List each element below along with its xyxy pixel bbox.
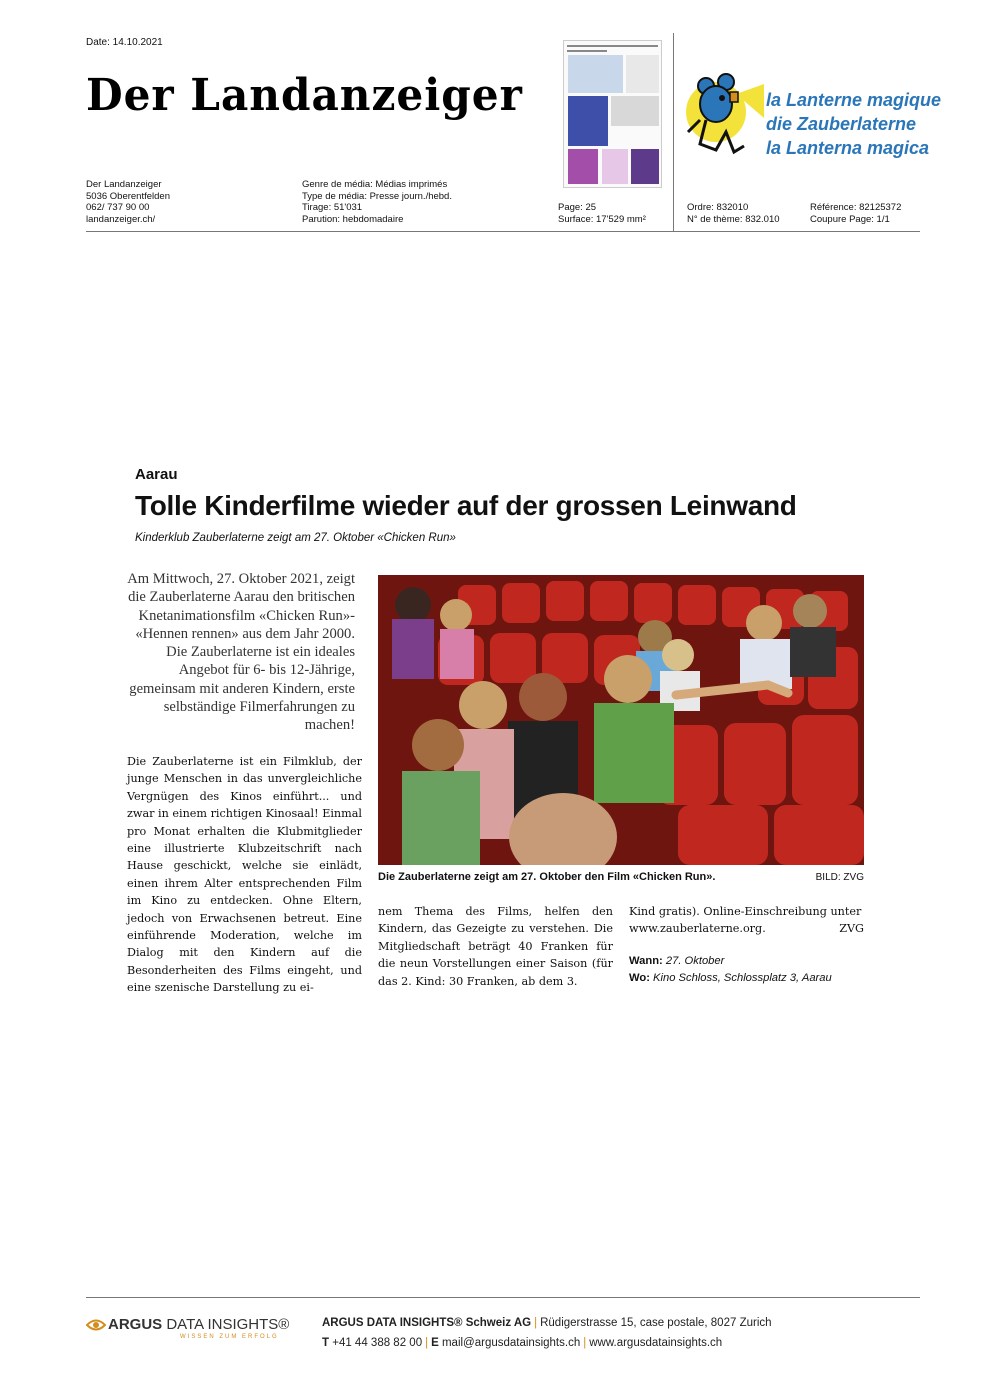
argus-brand-suffix: DATA INSIGHTS® — [166, 1316, 290, 1333]
where-label: Wo: — [629, 972, 650, 985]
photo-credit: BILD: ZVG — [815, 872, 864, 883]
order-info: Ordre: 832010 N° de thème: 832.010 — [687, 202, 780, 225]
article-photo — [378, 575, 864, 865]
article-subline: Kinderklub Zauberlaterne zeigt am 27. Oktober «Chicken Run» — [135, 532, 456, 544]
footer-email-label: E — [431, 1337, 439, 1349]
footer-email[interactable]: mail@argusdatainsights.ch — [441, 1337, 581, 1349]
media-info: Genre de média: Médias imprimés Type de média: Presse journ./hebd. Tirage: 51'031 Parution: hebdomadaire — [302, 179, 452, 225]
reference-info: Référence: 82125372 Coupure Page: 1/1 — [810, 202, 902, 225]
article-body-column-3 — [629, 903, 864, 938]
when-label: Wann: — [629, 955, 663, 967]
footer-address: Rüdigerstrasse 15, case postale, 8027 Zurich — [540, 1317, 772, 1329]
source-info: Der Landanzeiger 5036 Oberentfelden 062/ 737 90 00 landanzeiger.ch/ — [86, 179, 170, 225]
newspaper-masthead: Der Landanzeiger — [86, 70, 523, 121]
article-body-column-3-text: Kind gratis). Online-Einschreibung unter www.zauberlaterne.org. — [629, 905, 862, 936]
footer-address-line: ARGUS DATA INSIGHTS® Schweiz AG | Rüdigerstrasse 15, case postale, 8027 Zurich — [322, 1317, 772, 1329]
argus-wordmark — [108, 1316, 289, 1333]
header-divider-vertical — [673, 33, 674, 231]
article-headline: Tolle Kinderfilme wieder auf der grossen Leinwand — [135, 490, 797, 521]
argus-eye-icon — [86, 1318, 106, 1332]
photo-caption: Die Zauberlaterne zeigt am 27. Oktober den Film «Chicken Run». — [378, 871, 716, 883]
article-body-column-1: Die Zauberlaterne ist ein Filmklub, der junge Menschen in das unvergleichliche Vergnügen des Kinos einführt... und zwar in einem richtigen Kinosaal! Einmal pro Monat erhalten die Klubmitglieder eine illustrierte Klubzeitschrift nach Hause geschickt, welche sie einlädt, einen ihrem Alter entsprechenden Film im Kino zu entdecken. Ohne Eltern, jedoch von Erwachsenen betreut. Eine einführende Moderation, welche im Dialog mit den Kindern auf die Besonderheiten des Films eingeht, und eine szenische Darstellung zu ei- — [127, 755, 362, 995]
zauberlaterne-wordmark: la Lanterne magique die Zauberlaterne la Lanterna magica — [766, 90, 942, 158]
header-rule — [86, 231, 920, 232]
clipping-date: Date: 14.10.2021 — [86, 37, 163, 48]
argus-tagline: WISSEN ZUM ERFOLG — [180, 1334, 279, 1340]
footer-phone-label: T — [322, 1337, 330, 1349]
page-thumbnail — [563, 40, 662, 188]
article-body-column-2: nem Thema des Films, helfen den Kindern, das Gezeigte zu verstehen. Die Mitgliedschaft beträgt 40 Franken für die neun Vorstellungen einer Saison (für das 2. Kind: 30 Franken, ab dem 3. — [378, 905, 613, 988]
footer-website[interactable]: www.argusdatainsights.ch — [589, 1337, 723, 1349]
argus-brand: ARGUS — [108, 1316, 163, 1333]
where-value: Kino Schloss, Schlossplatz 3, Aarau — [653, 972, 832, 985]
article-kicker: Aarau — [135, 466, 178, 483]
when-value: 27. Oktober — [665, 955, 725, 967]
footer-contact-line: T +41 44 388 82 00 | E mail@argusdatainsights.ch | www.argusdatainsights.ch — [322, 1337, 723, 1349]
page-info: Page: 25 Surface: 17'529 mm² — [558, 202, 646, 225]
footer-rule — [86, 1297, 920, 1298]
footer-company: ARGUS DATA INSIGHTS® Schweiz AG — [322, 1317, 532, 1329]
article-lead: Am Mittwoch, 27. Oktober 2021, zeigt die Zauberlaterne Aarau den britischen Knetanimationsfilm «Chicken Run»- «Hennen rennen» aus dem Jahr 2000. Die Zauberlaterne ist ein ideales Angebot für 6- bis 12-Jährige, gemeinsam mit anderen Kindern, erste selbständige Filmerfahrungen zu machen! — [127, 571, 355, 734]
article-author: ZVG — [839, 922, 864, 936]
event-info — [629, 953, 864, 988]
footer-phone: +41 44 388 82 00 — [332, 1337, 423, 1349]
